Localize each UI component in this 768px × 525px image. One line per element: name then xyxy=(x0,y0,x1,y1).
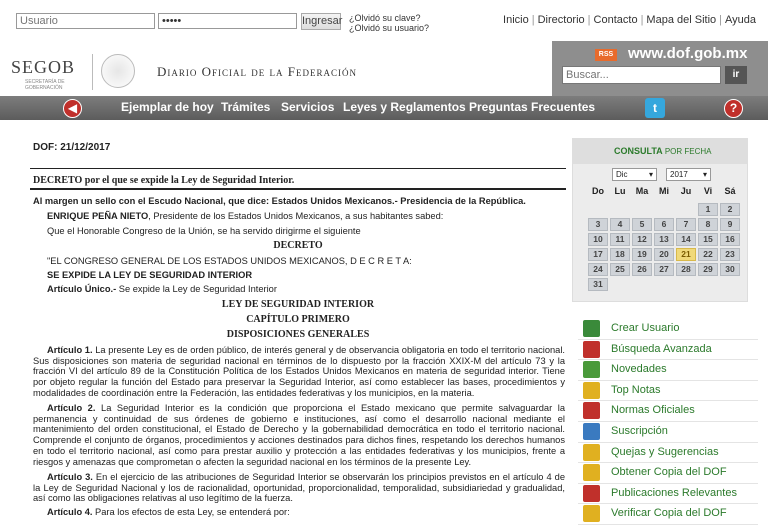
star-icon xyxy=(583,382,600,399)
calendar-day-selected[interactable]: 21 xyxy=(676,248,696,261)
nav-preguntas-frecuentes[interactable]: Preguntas Frecuentes xyxy=(469,100,596,114)
back-arrow-icon[interactable]: ◀ xyxy=(63,99,82,118)
calendar-day[interactable]: 19 xyxy=(632,248,652,261)
decreto-heading: DECRETO xyxy=(273,240,323,251)
header-divider xyxy=(92,54,93,90)
weekday-label: Vi xyxy=(703,186,713,196)
calendar-day[interactable]: 24 xyxy=(588,263,608,276)
forgot-password-link[interactable]: ¿Olvidó su clave? xyxy=(349,13,421,23)
expide-line: SE EXPIDE LA LEY DE SEGURIDAD INTERIOR xyxy=(47,270,253,280)
link-ayuda[interactable]: Ayuda xyxy=(725,14,756,26)
search-icon xyxy=(583,341,600,358)
calendar-title: CONSULTA POR FECHA xyxy=(614,146,712,156)
calendar-day[interactable]: 14 xyxy=(676,233,696,246)
twitter-icon[interactable]: t xyxy=(645,98,665,118)
content-divider xyxy=(30,188,566,190)
decree-title: DECRETO por el que se expide la Ley de Seguridad Interior. xyxy=(33,175,295,186)
seal-line: Al margen un sello con el Escudo Nacional, que dice: Estados Unidos Mexicanos.- Presidencia de la República. xyxy=(33,196,526,206)
calendar-day[interactable]: 25 xyxy=(610,263,630,276)
nav-tramites[interactable]: Trámites xyxy=(221,100,271,114)
publication-date: DOF: 21/12/2017 xyxy=(33,142,111,153)
chevron-down-icon: ▾ xyxy=(648,170,653,179)
month-select[interactable]: Dic ▾ xyxy=(612,168,657,181)
president-text: , Presidente de los Estados Unidos Mexicanos, a sus habitantes sabed: xyxy=(148,211,444,221)
calendar-day[interactable]: 17 xyxy=(588,248,608,261)
sidebar-divider xyxy=(578,442,758,443)
weekday-label: Sá xyxy=(724,186,736,196)
weekday-label: Ju xyxy=(680,186,692,196)
weekday-label: Do xyxy=(592,186,604,196)
document-icon xyxy=(583,464,600,481)
article-4-label: Artículo 4. xyxy=(47,507,93,517)
chevron-down-icon: ▾ xyxy=(702,170,707,179)
link-directorio[interactable]: Directorio xyxy=(537,14,585,26)
publications-icon xyxy=(583,485,600,502)
user-add-icon xyxy=(583,320,600,337)
sidebar-link[interactable]: Obtener Copia del DOF xyxy=(611,466,727,479)
article-1-label: Artículo 1. xyxy=(47,345,93,355)
chapter-heading: CAPÍTULO PRIMERO xyxy=(246,314,350,325)
article-3-text: En el ejercicio de las atribuciones de Seguridad Interior se observarán los principios previstos en el artículo 4 de la Ley de Seguridad Nacional y los de racionalidad, oportunidad, proporcionalidad, temporalidad, subsidiariedad y gradualidad, así como las obligaciones relativas al uso legítimo de la fuerza. xyxy=(33,472,565,504)
articulo-unico-text: Se expide la Ley de Seguridad Interior xyxy=(116,284,277,294)
sidebar-divider xyxy=(578,503,758,504)
calendar-subtitle: POR FECHA xyxy=(664,147,712,156)
search-input[interactable] xyxy=(562,66,721,84)
article-4-text: Para los efectos de esta Ley, se entenderá por: xyxy=(92,507,290,517)
congress-line: Que el Honorable Congreso de la Unión, se ha servido dirigirme el siguiente xyxy=(47,226,361,236)
sidebar-divider xyxy=(578,400,758,401)
site-url: www.dof.gob.mx xyxy=(628,45,748,62)
sidebar-link[interactable]: Verificar Copia del DOF xyxy=(611,507,727,520)
articulo-unico-line xyxy=(47,284,277,294)
calendar-day[interactable]: 22 xyxy=(698,248,718,261)
nav-ejemplar-hoy[interactable]: Ejemplar de hoy xyxy=(121,100,214,114)
link-inicio[interactable]: Inicio xyxy=(503,14,529,26)
calendar-day[interactable]: 18 xyxy=(610,248,630,261)
calendar-day[interactable]: 11 xyxy=(610,233,630,246)
top-links: Inicio | Directorio | Contacto | Mapa del Sitio | Ayuda xyxy=(503,14,756,26)
article-2-label: Artículo 2. xyxy=(47,403,96,413)
username-input[interactable] xyxy=(16,13,155,29)
calendar-day[interactable]: 8 xyxy=(698,218,718,231)
article-3 xyxy=(33,472,565,504)
calendar-day[interactable]: 27 xyxy=(654,263,674,276)
segob-subtitle: SECRETARÍA DE GOBERNACIÓN xyxy=(25,79,65,91)
sidebar-link[interactable]: Quejas y Sugerencias xyxy=(611,445,719,458)
calendar-day[interactable]: 12 xyxy=(632,233,652,246)
sidebar-link[interactable]: Publicaciones Relevantes xyxy=(611,486,737,499)
section-heading: DISPOSICIONES GENERALES xyxy=(226,329,370,340)
article-1 xyxy=(33,345,565,399)
calendar-day[interactable]: 29 xyxy=(698,263,718,276)
news-icon xyxy=(583,361,600,378)
president-name: ENRIQUE PEÑA NIETO xyxy=(47,211,149,221)
sidebar-link[interactable]: Búsqueda Avanzada xyxy=(611,342,712,355)
article-1-text: La presente Ley es de orden público, de interés general y de observancia obligatoria en todo el territorio nacional. Sus disposiciones son materia de seguridad nacional en términos de lo dispuesto por la fracción XXIX-M del artículo 73 y la fracción VI del artículo 89 de la Constitución Política de los Estados Unidos Mexicanos en materia de seguridad interior. Tiene por objeto regular la función del Estado para preservar la Seguridad Interior, así como establecer las bases, procedimientos y modalidades de coordinación entre la Federación, las entidades federativas y los municipios, en la materia. xyxy=(33,345,565,398)
weekday-label: Mi xyxy=(659,186,669,196)
verify-icon xyxy=(583,505,600,522)
law-heading: LEY DE SEGURIDAD INTERIOR xyxy=(221,299,375,310)
link-mapa-sitio[interactable]: Mapa del Sitio xyxy=(646,14,717,26)
sidebar-link[interactable]: Suscripción xyxy=(611,425,668,437)
calendar-day[interactable]: 3 xyxy=(588,218,608,231)
sidebar-link[interactable]: Novedades xyxy=(611,363,667,376)
sidebar-divider xyxy=(578,339,758,340)
rss-icon[interactable]: RSS xyxy=(595,49,617,61)
sidebar-divider xyxy=(578,483,758,484)
sidebar-link[interactable]: Top Notas xyxy=(611,383,661,396)
segob-logo[interactable]: SEGOB xyxy=(11,57,76,77)
calendar-day[interactable]: 10 xyxy=(588,233,608,246)
sidebar-link[interactable]: Crear Usuario xyxy=(611,322,680,334)
sidebar-divider xyxy=(578,421,758,422)
calendar-day[interactable]: 5 xyxy=(632,218,652,231)
article-4 xyxy=(33,507,565,518)
calendar-day[interactable]: 28 xyxy=(676,263,696,276)
year-select[interactable]: 2017 ▾ xyxy=(666,168,711,181)
calendar-day[interactable]: 26 xyxy=(632,263,652,276)
president-line xyxy=(47,211,443,221)
calendar-day[interactable]: 15 xyxy=(698,233,718,246)
sidebar-link[interactable]: Normas Oficiales xyxy=(611,404,695,417)
article-2-text: La Seguridad Interior es la condición que proporciona el Estado mexicano que permite salvaguardar la permanencia y continuidad de sus órdenes de gobierno e instituciones, así como el desarrollo nacional mediante el mantenimiento del orden constitucional, el Estado de Derecho y la gobernabilidad democrática en todo el territorio nacional. Comprende el conjunto de órganos, procedimientos y acciones destinados para dichos fines, respetando los derechos humanos en todo el territorio nacional, así como para prestar auxilio y protección a las entidades federativas y los municipios, frente a riesgos y amenazas que comprometan o afecten la seguridad nacional en los términos de la presente Ley. xyxy=(33,403,565,467)
subscription-icon xyxy=(583,423,600,440)
calendar-day[interactable]: 16 xyxy=(720,233,740,246)
link-contacto[interactable]: Contacto xyxy=(593,14,638,26)
chat-icon xyxy=(583,444,600,461)
articulo-unico-label: Artículo Único.- xyxy=(47,284,117,294)
search-button[interactable]: ir xyxy=(725,66,747,84)
sidebar-divider xyxy=(578,462,758,463)
calendar-day[interactable]: 23 xyxy=(720,248,740,261)
article-2 xyxy=(33,403,565,467)
site-title: Diario Oficial de la Federación xyxy=(157,64,357,79)
calendar-day[interactable]: 31 xyxy=(588,278,608,291)
calendar-day[interactable]: 6 xyxy=(654,218,674,231)
top-bar xyxy=(0,0,768,38)
calendar-day[interactable]: 2 xyxy=(720,203,740,216)
nom-icon xyxy=(583,402,600,419)
help-icon[interactable]: ? xyxy=(724,99,743,118)
calendar-day[interactable]: 4 xyxy=(610,218,630,231)
nav-leyes-reglamentos[interactable]: Leyes y Reglamentos xyxy=(343,100,466,114)
weekday-label: Ma xyxy=(635,186,649,196)
calendar-day[interactable]: 9 xyxy=(720,218,740,231)
national-seal-icon xyxy=(101,54,135,88)
sidebar-divider xyxy=(578,359,758,360)
calendar-day[interactable]: 13 xyxy=(654,233,674,246)
content-divider xyxy=(30,168,566,169)
calendar-day[interactable]: 30 xyxy=(720,263,740,276)
sidebar-divider xyxy=(578,380,758,381)
calendar-day[interactable]: 20 xyxy=(654,248,674,261)
login-button[interactable]: Ingresar xyxy=(301,13,341,30)
decreta-line: "EL CONGRESO GENERAL DE LOS ESTADOS UNIDOS MEXICANOS, D E C R E T A: xyxy=(47,256,412,266)
nav-servicios[interactable]: Servicios xyxy=(281,100,335,114)
weekday-label: Lu xyxy=(614,186,626,196)
forgot-user-link[interactable]: ¿Olvidó su usuario? xyxy=(349,23,430,33)
article-3-label: Artículo 3. xyxy=(47,472,93,482)
calendar-day[interactable]: 1 xyxy=(698,203,718,216)
password-input[interactable] xyxy=(158,13,297,29)
calendar-day[interactable]: 7 xyxy=(676,218,696,231)
